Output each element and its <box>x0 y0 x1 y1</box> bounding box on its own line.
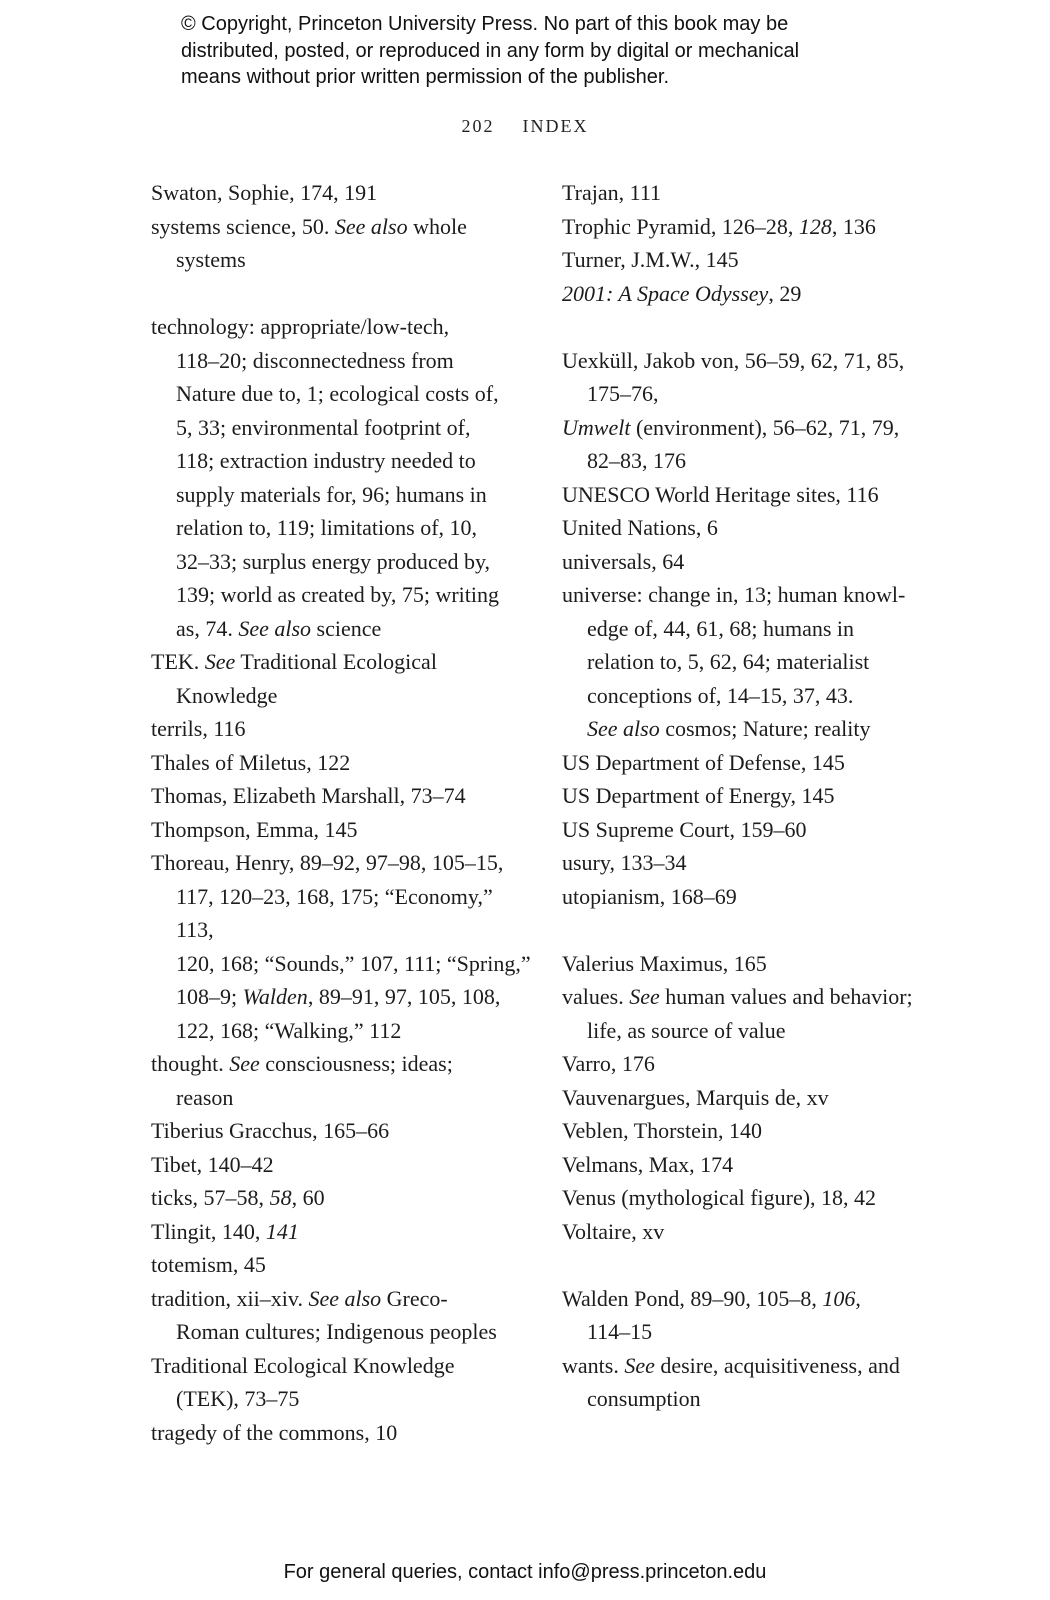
italic-text: See also <box>334 213 408 239</box>
index-entry: terrils, 116 <box>151 716 246 741</box>
index-entry: wants. See desire, acquisitiveness, and consumption <box>562 1352 900 1411</box>
index-entry: Thomas, Elizabeth Marshall, 73–74 <box>151 783 466 808</box>
copyright-notice <box>181 11 941 91</box>
index-entry: Vauvenargues, Marquis de, xv <box>562 1084 829 1110</box>
italic-text: See also <box>308 1285 382 1311</box>
running-head <box>0 116 1050 137</box>
page-number: 202 <box>461 116 495 136</box>
italic-text: Umwelt <box>562 414 631 440</box>
index-entry: Thales of Miletus, 122 <box>151 749 351 775</box>
index-entry: tradition, xii–xiv. See also Greco- Roman cultures; Indigenous peoples <box>151 1285 497 1344</box>
index-entry: Uexküll, Jakob von, 56–59, 62, 71, 85, 175–76, <box>562 347 905 406</box>
index-entry: US Department of Energy, 145 <box>562 783 835 808</box>
index-entry: US Department of Defense, 145 <box>562 749 845 775</box>
index-entry: Velmans, Max, 174 <box>562 1151 734 1177</box>
index-entry: Valerius Maximus, 165 <box>562 950 767 976</box>
italic-text: See <box>624 1352 655 1378</box>
index-entry: Trajan, 111 <box>562 180 661 205</box>
index-entry: technology: appropriate/low-tech, 118–20; disconnectedness from Nature due to, 1; ecological costs of, 5, 33; environmental footprint of, 118; extraction industry needed to supply materials for, 96; humans in relation to, 119; limitations of, 10, 32–33; surplus energy produced by, 139; world as created by, 75; writing as, 74. See also science <box>151 314 499 641</box>
index-entry: Varro, 176 <box>562 1051 655 1076</box>
italic-text: See also <box>238 615 312 641</box>
index-entry: Tiberius Gracchus, 165–66 <box>151 1118 390 1143</box>
section-title: INDEX <box>522 116 589 136</box>
index-entry: Walden Pond, 89–90, 105–8, 106, 114–15 <box>562 1285 861 1344</box>
footer-contact: For general queries, contact info@press.princeton.edu <box>283 1561 767 1583</box>
italic-text: 128 <box>798 213 832 239</box>
index-entry: Thompson, Emma, 145 <box>151 816 358 842</box>
index-entry: Thoreau, Henry, 89–92, 97–98, 105–15, 117, 120–23, 168, 175; “Economy,” 113, 120, 168; “Sounds,” 107, 111; “Spring,” 108–9; Walden, 89–91, 97, 105, 108, 122, 168; “Walking,” 112 <box>151 850 531 1043</box>
index-entry: values. See human values and behavior; life, as source of value <box>562 984 913 1043</box>
copyright-line: means without prior written permission of the publisher. <box>181 66 670 88</box>
index-column-left <box>151 176 531 1449</box>
italic-text: See <box>204 649 236 674</box>
index-entry: thought. See consciousness; ideas; reason <box>151 1051 453 1110</box>
index-entry: Veblen, Thorstein, 140 <box>562 1118 763 1143</box>
italic-text: Walden <box>242 984 308 1009</box>
index-entry: Tibet, 140–42 <box>151 1151 274 1177</box>
italic-text: 141 <box>265 1218 299 1244</box>
index-entry: United Nations, 6 <box>562 515 718 540</box>
letter-gap <box>562 913 952 947</box>
index-entry: Venus (mythological figure), 18, 42 <box>562 1185 877 1210</box>
index-entry: Turner, J.M.W., 145 <box>562 247 739 272</box>
copyright-line: © Copyright, Princeton University Press. No part of this book may be <box>181 13 789 35</box>
index-entry: Voltaire, xv <box>562 1218 665 1244</box>
index-entry: UNESCO World Heritage sites, 116 <box>562 481 879 507</box>
index-entry: Swaton, Sophie, 174, 191 <box>151 180 378 205</box>
index-column-right <box>562 176 952 1416</box>
index-entry: universe: change in, 13; human knowl- edge of, 44, 61, 68; humans in relation to, 5, 62, 64; materialist conceptions of, 14–15, 37, 43. See also cosmos; Nature; reality <box>562 582 906 741</box>
index-entry: systems science, 50. See also whole systems <box>151 213 467 272</box>
index-entry: 2001: A Space Odyssey, 29 <box>562 280 802 306</box>
index-entry: tragedy of the commons, 10 <box>151 1419 398 1445</box>
letter-gap <box>562 1248 952 1282</box>
italic-text: 58 <box>269 1185 292 1210</box>
index-entry: utopianism, 168–69 <box>562 883 737 909</box>
index-entry: Tlingit, 140, 141 <box>151 1218 299 1244</box>
index-entry: ticks, 57–58, 58, 60 <box>151 1185 325 1210</box>
index-entry: usury, 133–34 <box>562 850 687 875</box>
index-entry: TEK. See Traditional Ecological Knowledge <box>151 649 437 708</box>
index-entry: Umwelt (environment), 56–62, 71, 79, 82–83, 176 <box>562 414 900 473</box>
italic-text: See <box>229 1051 260 1076</box>
copyright-line: distributed, posted, or reproduced in any form by digital or mechanical <box>181 39 800 62</box>
italic-text: 2001: A Space Odyssey <box>562 280 769 306</box>
index-entry: universals, 64 <box>562 548 685 574</box>
index-entry: US Supreme Court, 159–60 <box>562 816 807 842</box>
index-entry: totemism, 45 <box>151 1252 266 1277</box>
letter-gap <box>562 310 952 344</box>
letter-gap <box>151 277 531 311</box>
italic-text: 106 <box>822 1285 856 1311</box>
italic-text: See also <box>587 716 660 741</box>
index-entry: Traditional Ecological Knowledge (TEK), 73–75 <box>151 1352 455 1411</box>
italic-text: See <box>629 984 660 1009</box>
index-entry: Trophic Pyramid, 126–28, 128, 136 <box>562 213 876 239</box>
